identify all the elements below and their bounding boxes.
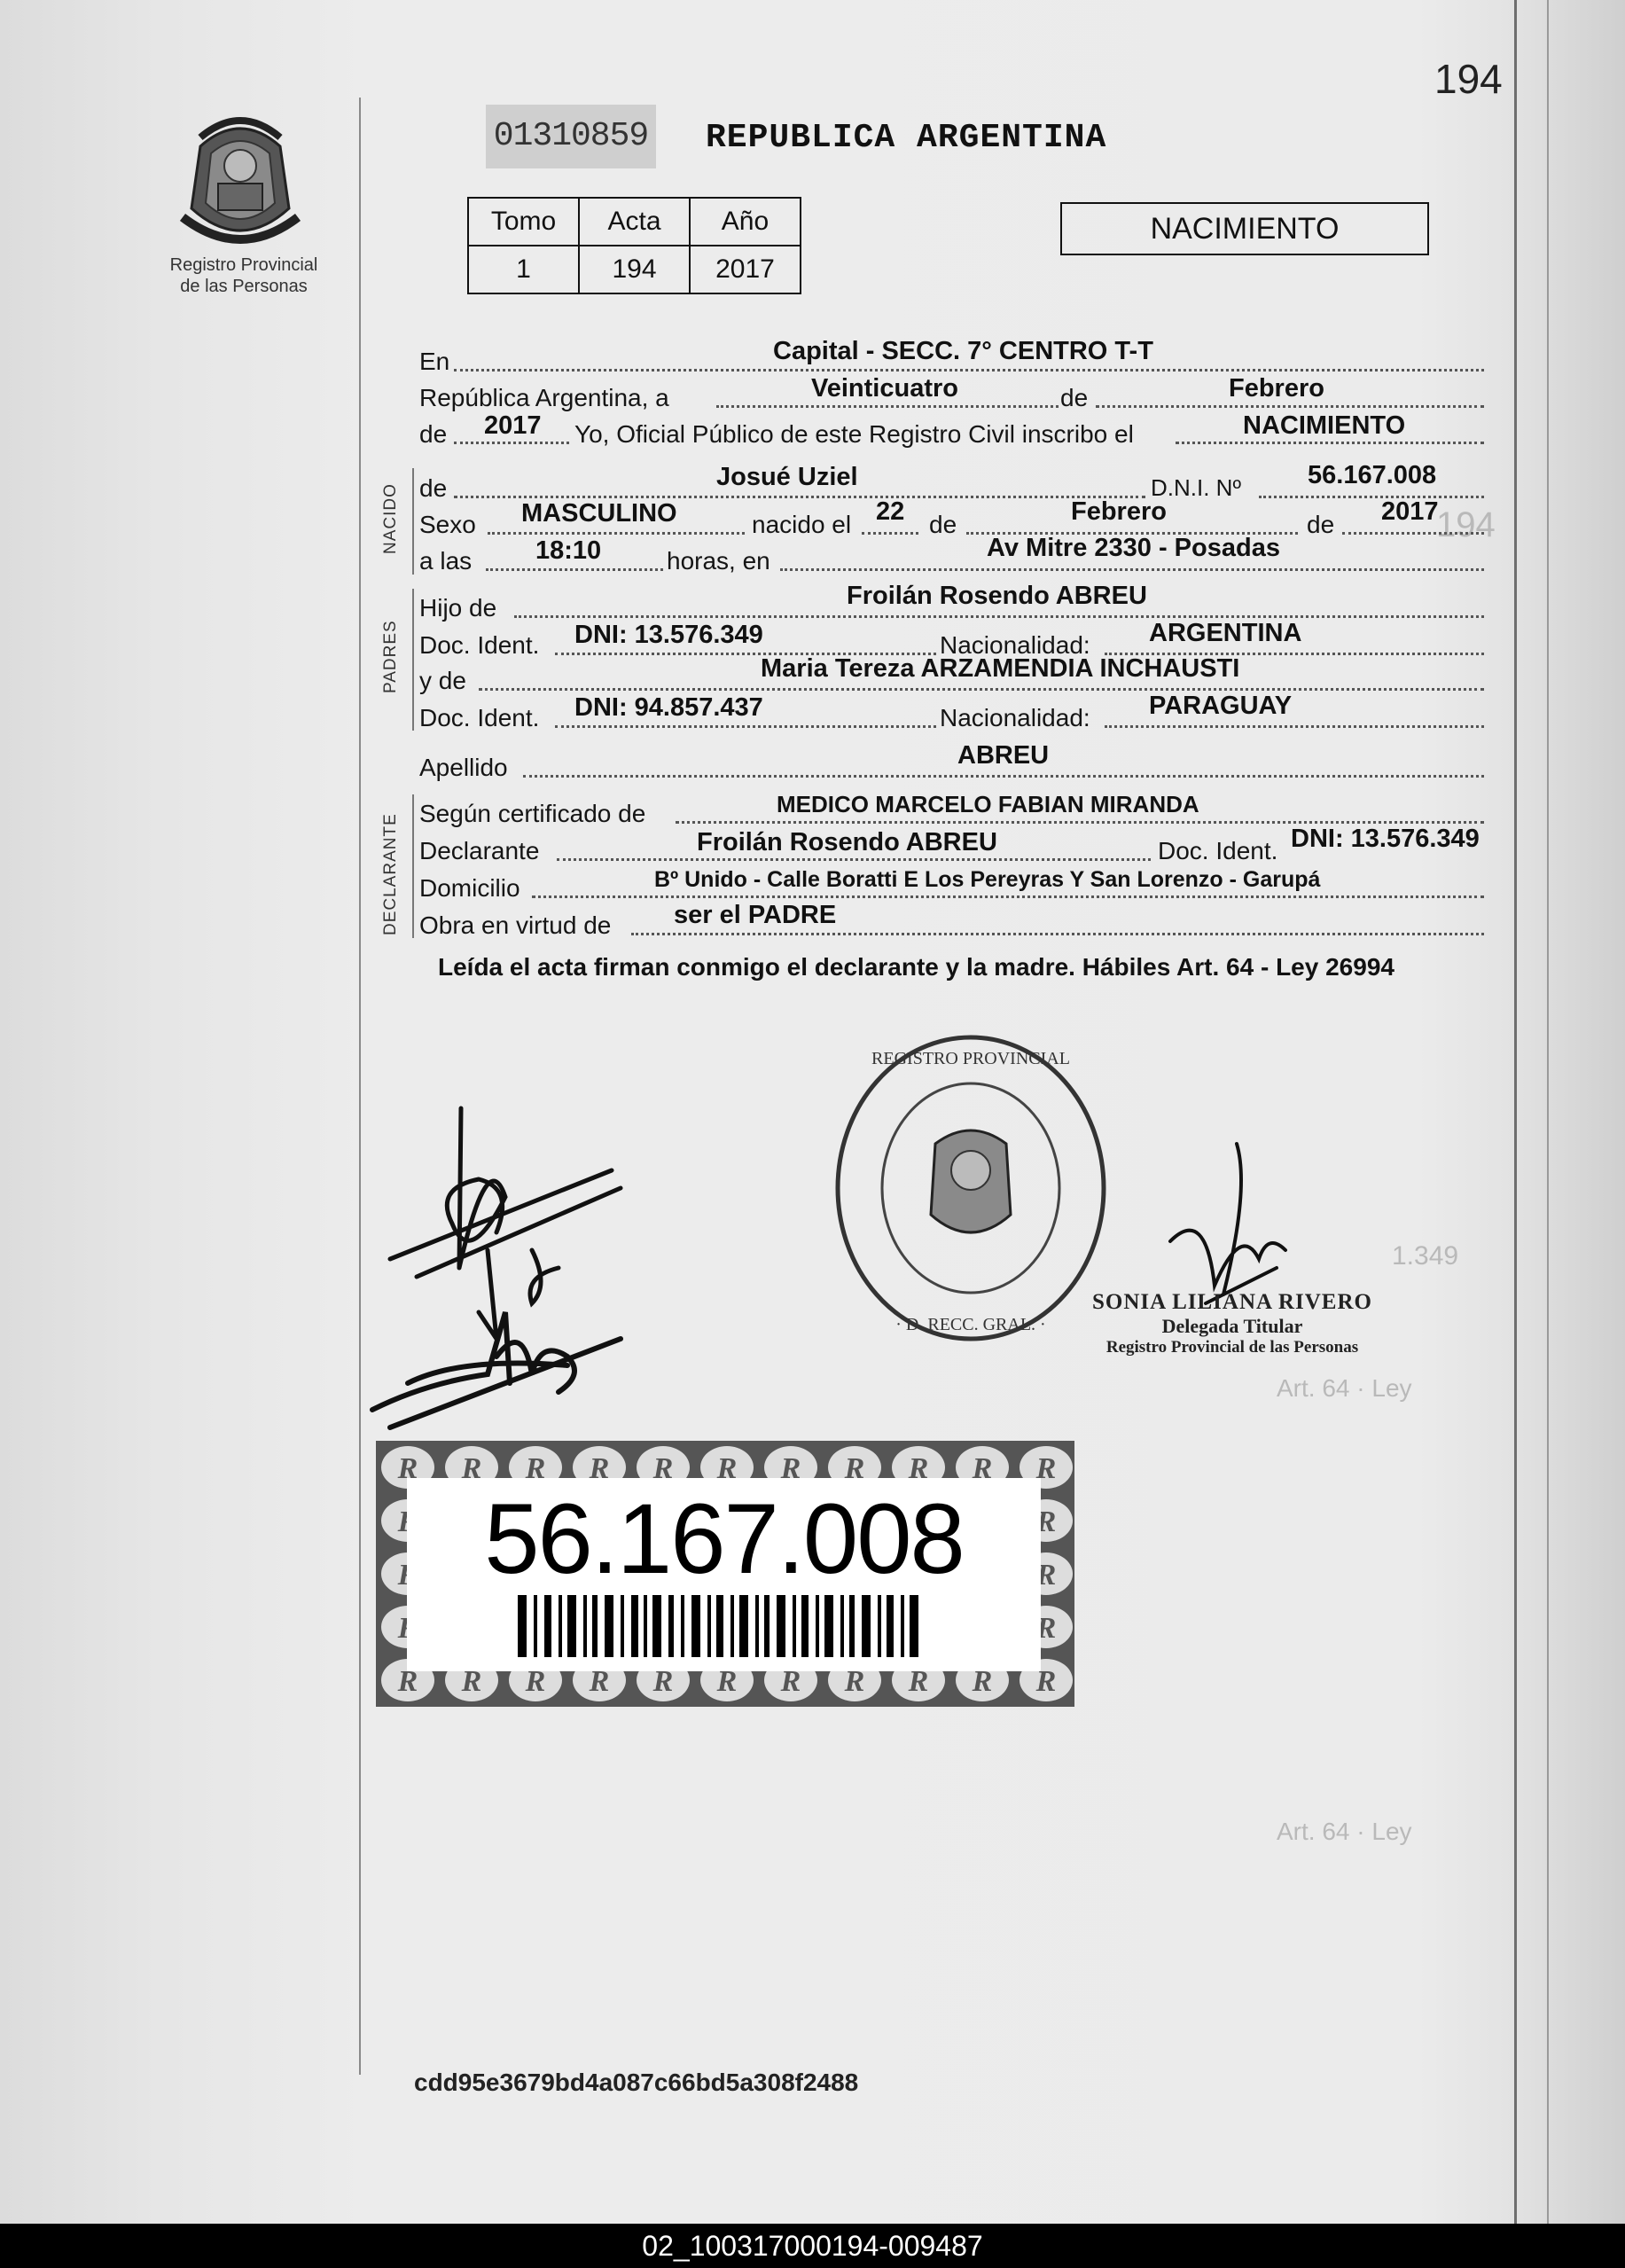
declarant-capacity: ser el PADRE bbox=[674, 901, 837, 929]
dotted-line bbox=[488, 532, 745, 535]
dotted-line bbox=[1176, 442, 1484, 444]
declarant-name: Froilán Rosendo ABREU bbox=[697, 828, 997, 856]
official-signature-block bbox=[1073, 1290, 1392, 1357]
registration-day: Veinticuatro bbox=[811, 374, 958, 403]
child-surname: ABREU bbox=[957, 741, 1050, 770]
table-row bbox=[468, 246, 801, 293]
official-seal-icon bbox=[829, 1028, 1113, 1348]
closing-statement: Leída el acta firman conmigo el declarante y la madre. Hábiles Art. 64 - Ley 26994 bbox=[438, 953, 1395, 981]
registration-year: 2017 bbox=[484, 411, 542, 440]
label-apellido: Apellido bbox=[419, 754, 508, 781]
label-sexo: Sexo bbox=[419, 511, 476, 538]
barcode-number: 56.167.008 bbox=[484, 1483, 964, 1594]
dotted-line bbox=[557, 858, 1151, 861]
dotted-line bbox=[780, 568, 1484, 571]
mother-name: Maria Tereza ARZAMENDIA INCHAUSTI bbox=[761, 654, 1240, 683]
father-nationality: ARGENTINA bbox=[1149, 619, 1302, 647]
dotted-line bbox=[1096, 405, 1484, 408]
header-tomo: Tomo bbox=[468, 198, 579, 246]
section-divider bbox=[412, 468, 414, 575]
header-acta: Acta bbox=[579, 198, 690, 246]
ghost-text: 1.349 bbox=[1392, 1241, 1459, 1271]
label-doc-ident: Doc. Ident. bbox=[1158, 837, 1278, 864]
ghost-text: Art. 64 · Ley bbox=[1277, 1374, 1412, 1402]
dotted-line bbox=[1259, 496, 1484, 498]
label-nacido-el: nacido el bbox=[752, 511, 852, 538]
province-crest-icon bbox=[174, 111, 307, 251]
dotted-line bbox=[454, 442, 569, 444]
dotted-line bbox=[676, 821, 1484, 824]
svg-text:REGISTRO PROVINCIAL: REGISTRO PROVINCIAL bbox=[871, 1049, 1070, 1068]
value-tomo: 1 bbox=[468, 246, 579, 293]
header-ano: Año bbox=[690, 198, 801, 246]
dotted-line bbox=[1342, 532, 1484, 535]
ghost-text: 194 bbox=[1436, 505, 1496, 544]
official-office: Registro Provincial de las Personas bbox=[1105, 1338, 1359, 1357]
dotted-line bbox=[631, 933, 1484, 935]
mother-doc: DNI: 94.857.437 bbox=[574, 693, 763, 722]
label-nacionalidad: Nacionalidad: bbox=[940, 704, 1090, 731]
declarant-certificate: MEDICO MARCELO FABIAN MIRANDA bbox=[777, 791, 1199, 817]
official-title: Delegada Titular bbox=[1161, 1315, 1303, 1337]
label-y-de: y de bbox=[419, 667, 466, 694]
declarant-address: Bº Unido - Calle Boratti E Los Pereyras Y San Lorenzo - Garupá bbox=[654, 867, 1321, 892]
dotted-line bbox=[454, 496, 1145, 498]
page-edge bbox=[1547, 0, 1549, 2224]
barcode-label bbox=[407, 1478, 1041, 1671]
label-segun-certificado: Según certificado de bbox=[419, 800, 646, 827]
label-hijo-de: Hijo de bbox=[419, 594, 497, 622]
child-birth-day: 22 bbox=[876, 497, 905, 526]
registration-place: Capital - SECC. 7° CENTRO T-T bbox=[773, 337, 1153, 365]
child-birth-month: Febrero bbox=[1071, 497, 1167, 526]
label-de: de bbox=[419, 474, 448, 502]
child-birth-place: Av Mitre 2330 - Posadas bbox=[987, 534, 1280, 562]
label-de: de bbox=[1060, 384, 1089, 411]
child-name: Josué Uziel bbox=[716, 463, 858, 491]
document-hash: cdd95e3679bd4a087c66bd5a308f2488 bbox=[414, 2069, 859, 2096]
father-doc: DNI: 13.576.349 bbox=[574, 621, 763, 649]
record-reference-table bbox=[467, 197, 801, 294]
child-birth-year: 2017 bbox=[1381, 497, 1439, 526]
dotted-line bbox=[862, 532, 918, 535]
dotted-line bbox=[479, 688, 1484, 691]
footer-id: 02_100317000194-009487 bbox=[642, 2230, 983, 2262]
signature-official-icon bbox=[1152, 1135, 1294, 1312]
label-a-las: a las bbox=[419, 547, 473, 575]
label-de: de bbox=[419, 420, 448, 448]
father-name: Froilán Rosendo ABREU bbox=[847, 582, 1147, 610]
registry-label-line1: Registro Provincial bbox=[169, 255, 318, 275]
dotted-line bbox=[514, 615, 1484, 618]
label-doc-ident: Doc. Ident. bbox=[419, 631, 540, 659]
margin-rule bbox=[359, 98, 361, 2075]
dotted-line bbox=[555, 725, 936, 728]
label-yo-oficial: Yo, Oficial Público de este Registro Civil inscribo el bbox=[574, 420, 1134, 448]
dotted-line bbox=[716, 405, 1059, 408]
barcode-icon bbox=[518, 1595, 926, 1657]
label-obra-en-virtud: Obra en virtud de bbox=[419, 911, 612, 939]
page-number: 194 bbox=[1434, 56, 1503, 102]
dotted-line bbox=[532, 895, 1484, 898]
dotted-line bbox=[1105, 725, 1484, 728]
svg-text:· D. RECC. GRAL. ·: · D. RECC. GRAL. · bbox=[895, 1315, 1046, 1334]
child-dni: 56.167.008 bbox=[1308, 461, 1437, 489]
label-declarante: Declarante bbox=[419, 837, 540, 864]
registry-label bbox=[160, 254, 328, 297]
label-de: de bbox=[929, 511, 957, 538]
section-divider bbox=[412, 794, 414, 938]
dotted-line bbox=[486, 568, 663, 571]
country-title: REPUBLICA ARGENTINA bbox=[706, 119, 1107, 157]
dotted-line bbox=[523, 775, 1484, 778]
declarant-doc: DNI: 13.576.349 bbox=[1291, 825, 1480, 853]
serial-number: 01310859 bbox=[486, 105, 656, 168]
label-en: En bbox=[419, 348, 450, 375]
value-acta: 194 bbox=[579, 246, 690, 293]
ghost-text: Art. 64 · Ley bbox=[1277, 1818, 1412, 1845]
record-type-box: NACIMIENTO bbox=[1060, 202, 1429, 255]
label-de: de bbox=[1307, 511, 1335, 538]
label-doc-ident: Doc. Ident. bbox=[419, 704, 540, 731]
page-edge bbox=[1514, 0, 1517, 2224]
section-label-padres: PADRES bbox=[381, 620, 400, 693]
registry-label-line2: de las Personas bbox=[180, 277, 308, 296]
official-name: SONIA LILIANA RIVERO bbox=[1092, 1290, 1372, 1314]
section-label-nacido: NACIDO bbox=[381, 483, 400, 554]
registration-act: NACIMIENTO bbox=[1243, 411, 1406, 440]
label-horas-en: horas, en bbox=[667, 547, 770, 575]
dotted-line bbox=[454, 369, 1484, 371]
child-sex: MASCULINO bbox=[521, 499, 677, 528]
registration-month: Febrero bbox=[1229, 374, 1324, 403]
label-dni: D.N.I. Nº bbox=[1151, 474, 1241, 501]
table-row bbox=[468, 198, 801, 246]
label-nacionalidad: Nacionalidad: bbox=[940, 631, 1090, 659]
signature-declarant-icon bbox=[355, 1091, 647, 1445]
section-label-declarante: DECLARANTE bbox=[381, 813, 400, 935]
mother-nationality: PARAGUAY bbox=[1149, 692, 1293, 720]
child-birth-time: 18:10 bbox=[535, 536, 602, 565]
section-divider bbox=[412, 589, 414, 731]
label-domicilio: Domicilio bbox=[419, 874, 520, 902]
value-ano: 2017 bbox=[690, 246, 801, 293]
label-republica: República Argentina, a bbox=[419, 384, 669, 411]
